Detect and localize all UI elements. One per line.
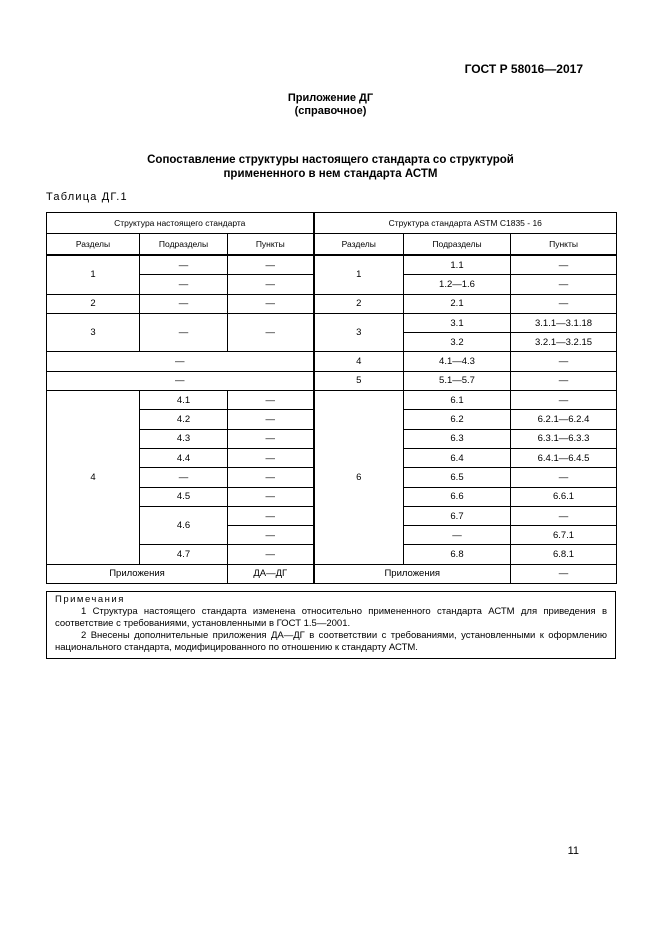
table-cell: — [511,255,617,275]
table-cell: 4.4 [140,448,228,467]
table-cell: 3.1 [404,313,511,332]
table-cell: 4.6 [140,506,228,545]
table-cell: 6.7.1 [511,526,617,545]
table-cell: 6.4.1—6.4.5 [511,448,617,467]
table-cell: — [228,313,314,352]
table-row [47,371,617,390]
col-header: Пункты [511,234,617,256]
table-caption: Таблица ДГ.1 [46,191,128,203]
group-header-left: Структура настоящего стандарта [47,213,314,234]
document-number: ГОСТ Р 58016—2017 [464,62,583,76]
table-cell: 1 [314,255,404,294]
table-cell: 6.8.1 [511,545,617,564]
table-cell: 1.1 [404,255,511,275]
table-cell: 4.5 [140,487,228,506]
table-cell: — [228,391,314,410]
table-cell: 3 [47,313,140,352]
col-header: Пункты [228,234,314,256]
table-cell: 6.7 [404,506,511,525]
table-cell: 2.1 [404,294,511,313]
annex-type: (справочное) [294,105,367,117]
table-cell: 4 [47,391,140,565]
table-cell: — [140,313,228,352]
table-cell: — [511,275,617,294]
table-cell: — [228,506,314,525]
table-cell: — [228,468,314,487]
annex-title: Приложение ДГ [287,92,374,104]
table-cell: 6.1 [404,391,511,410]
table-cell: — [47,352,314,371]
table-row [47,352,617,371]
caption-line-1: Сопоставление структуры настоящего стандарта со структурой [147,154,514,166]
table-cell: — [228,294,314,313]
notes-heading: Примечания [55,594,125,605]
table-group-header [47,213,617,234]
page-number: 11 [567,845,579,857]
table-cell: — [511,506,617,525]
table-cell: 6.3.1—6.3.3 [511,429,617,448]
table-cell: 6.2 [404,410,511,429]
table-cell: — [404,526,511,545]
table-cell: — [140,468,228,487]
group-header-right: Структура стандарта ASTM C1835 - 16 [314,213,617,234]
table-cell: 4.1—4.3 [404,352,511,371]
table-cell: — [511,294,617,313]
table-cell: — [511,564,617,583]
table-cell: 3.2.1—3.2.15 [511,333,617,352]
table-cell: 2 [314,294,404,313]
table-cell: — [228,410,314,429]
table-cell: 3.1.1—3.1.18 [511,313,617,332]
table-cell: 6.4 [404,448,511,467]
table-cell: — [228,526,314,545]
table-cell: 4.7 [140,545,228,564]
table-cell: — [228,545,314,564]
table-cell: 6.3 [404,429,511,448]
comparison-table [46,212,617,584]
note-2: 2 Внесены дополнительные приложения ДА—ДГ в соответствии с требованиями, установленными к оформлению национального стандарта, модифицированного по отношению к стандарту АСТМ. [55,630,607,653]
table-cell: 5 [314,371,404,390]
table-row [47,313,617,332]
table-cell: — [511,371,617,390]
col-header: Подразделы [404,234,511,256]
table-cell: — [228,448,314,467]
col-header: Разделы [47,234,140,256]
table-cell: 6.8 [404,545,511,564]
table-cell: 3 [314,313,404,352]
table-cell: — [228,255,314,275]
table-cell: 3.2 [404,333,511,352]
table-cell: 4.1 [140,391,228,410]
table-cell: — [47,371,314,390]
table-cell: — [140,255,228,275]
table-row [47,564,617,583]
table-cell: — [511,352,617,371]
table-row [47,255,617,275]
table-cell: ДА—ДГ [228,564,314,583]
table-cell: 6.6.1 [511,487,617,506]
table-cell: — [511,391,617,410]
annex-heading [0,92,661,118]
table-cell: 1 [47,255,140,294]
col-header: Разделы [314,234,404,256]
table-column-header [47,234,617,256]
table-row [47,294,617,313]
table-cell: 4 [314,352,404,371]
table-cell: 6.5 [404,468,511,487]
table-cell: 6 [314,391,404,565]
table-cell: 4.2 [140,410,228,429]
col-header: Подразделы [140,234,228,256]
table-cell: — [228,429,314,448]
table-cell: — [511,468,617,487]
table-notes [46,591,616,659]
table-cell: 4.3 [140,429,228,448]
table-cell: Приложения [314,564,511,583]
table-cell: 6.6 [404,487,511,506]
table-cell: Приложения [47,564,228,583]
caption-line-2: примененного в нем стандарта АСТМ [223,168,438,180]
table-cell: — [228,487,314,506]
table-cell: 1.2—1.6 [404,275,511,294]
table-cell: — [140,275,228,294]
table-cell: — [228,275,314,294]
table-cell: 2 [47,294,140,313]
note-1: 1 Структура настоящего стандарта изменена относительно примененного стандарта АСТМ для приведения в соответствие с требованиями, установленными в ГОСТ 1.5—2001. [55,606,607,629]
table-cell: 5.1—5.7 [404,371,511,390]
table-cell: 6.2.1—6.2.4 [511,410,617,429]
annex-caption [0,153,661,181]
table-cell: — [140,294,228,313]
table-row [47,391,617,410]
